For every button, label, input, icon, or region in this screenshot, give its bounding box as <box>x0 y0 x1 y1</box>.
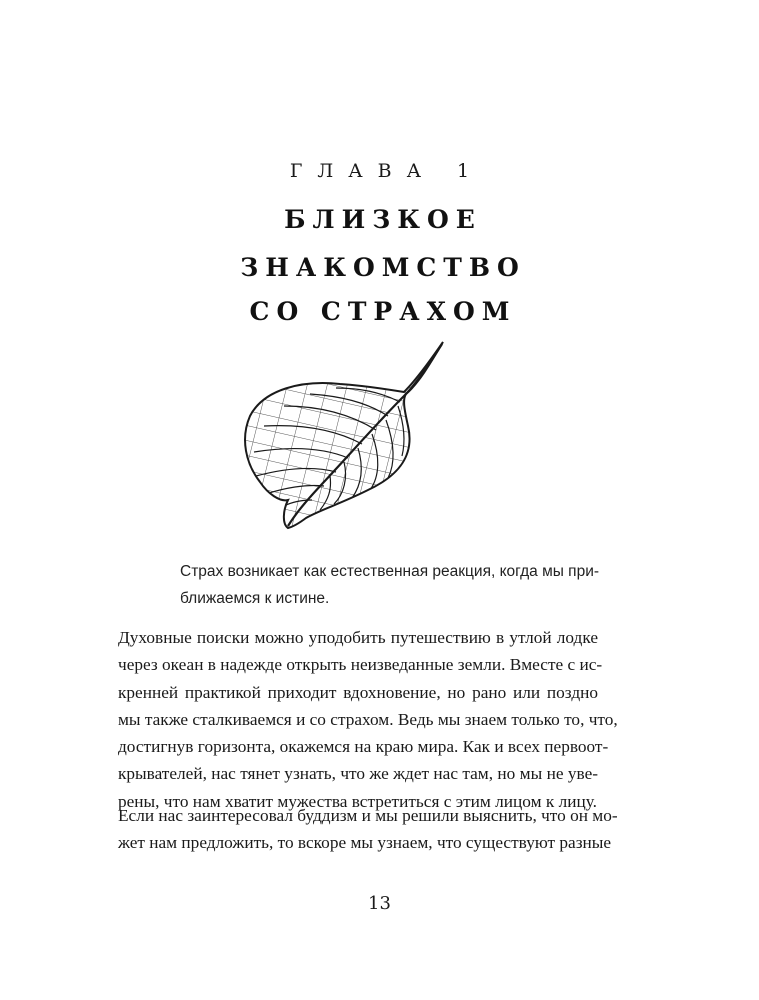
text-line: крывателей, нас тянет узнать, что же ждет нас там, но мы не уве- <box>118 764 598 784</box>
text-line: через океан в надежде открыть неизведанные земли. Вместе с ис- <box>118 655 603 675</box>
paragraph <box>118 624 618 815</box>
page-number: 13 <box>368 893 391 914</box>
text-line: жет нам предложить, то вскоре мы узнаем, что существуют разные <box>118 833 612 853</box>
text-line: Духовные поиски можно уподобить путешествию в утлой лодке <box>118 628 598 647</box>
chapter-label: ГЛАВА 1 <box>289 160 485 182</box>
paragraph <box>118 802 618 857</box>
epigraph <box>180 558 610 612</box>
text-line: мы также сталкиваемся и со страхом. Ведь мы знаем только то, что, <box>118 709 618 729</box>
epigraph-line: Страх возникает как естественная реакция, когда мы при- <box>180 563 600 580</box>
bodhi-leaf-icon <box>240 334 460 534</box>
epigraph-line: ближаемся к истине. <box>180 590 330 607</box>
text-line: Если нас заинтересовал буддизм и мы решили выяснить, что он мо- <box>118 806 618 825</box>
chapter-title-line: БЛИЗКОЕ <box>284 205 482 234</box>
text-line: кренней практикой приходит вдохновение, но рано или поздно <box>118 682 598 702</box>
text-line: достигнув горизонта, окажемся на краю мира. Как и всех первоот- <box>118 737 609 757</box>
chapter-title-line: ЗНАКОМСТВО <box>240 253 526 282</box>
chapter-title-line: СО СТРАХОМ <box>249 297 517 326</box>
text-line: рены, что нам хватит мужества встретиться с этим лицом к лицу. <box>118 791 597 811</box>
